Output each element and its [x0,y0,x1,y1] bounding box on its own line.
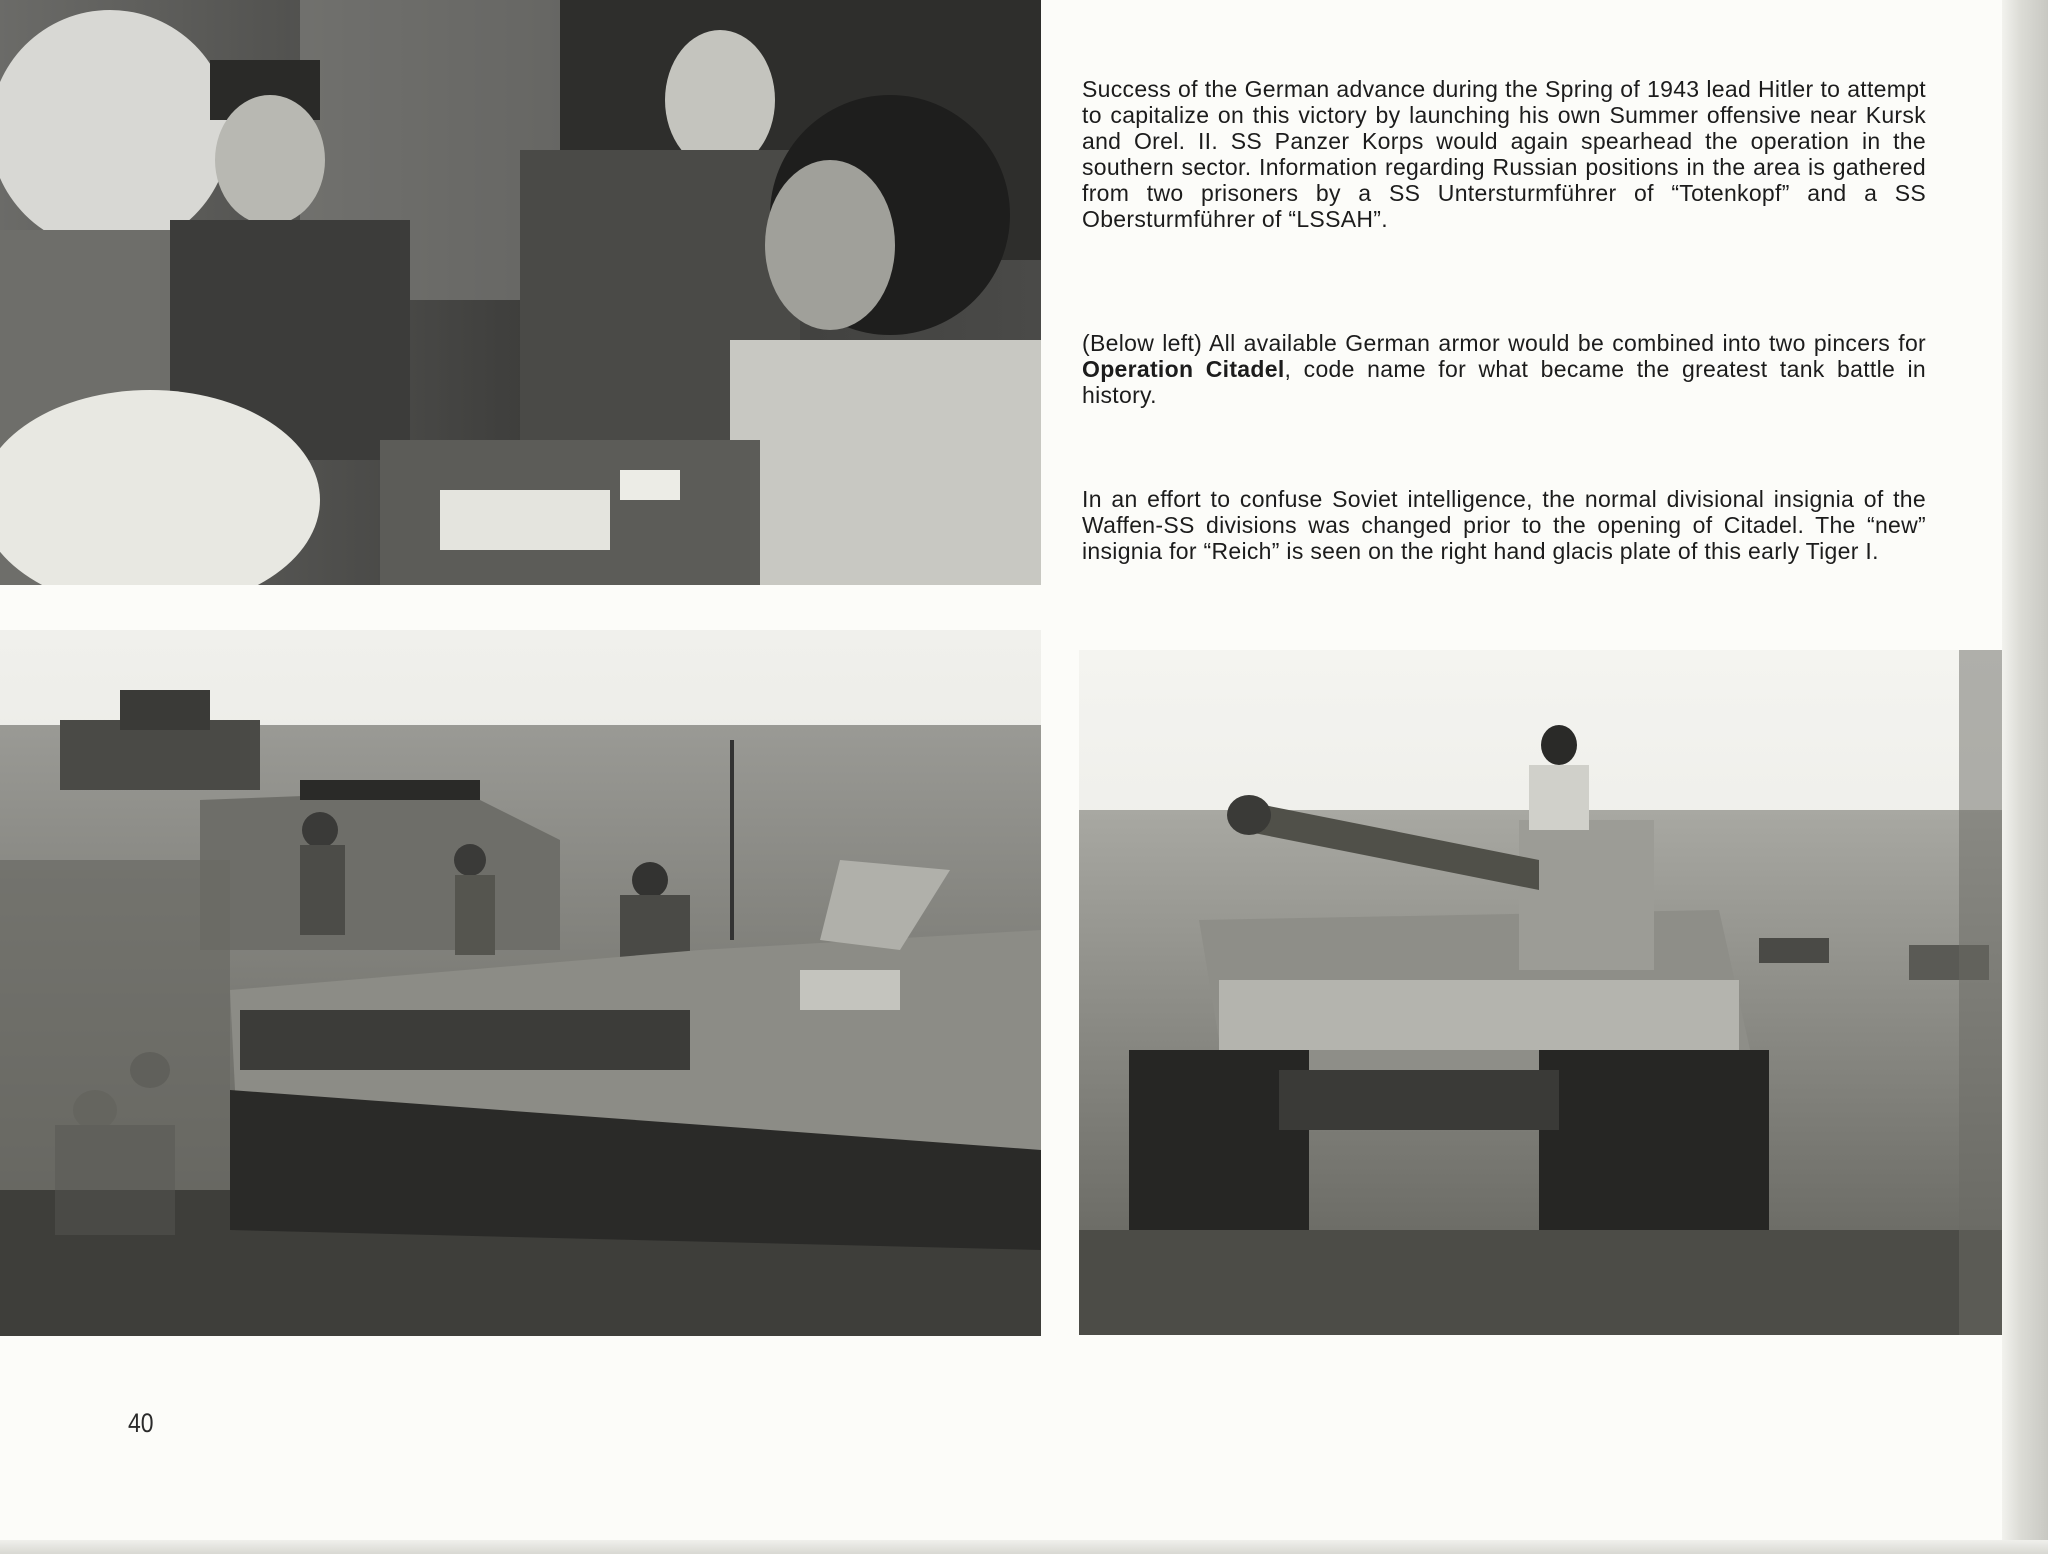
photo-halftracks-advance [0,630,1041,1336]
caption-operation-citadel-bold: Operation Citadel [1082,356,1285,382]
photo-tiger-image [1079,650,2005,1335]
caption-operation-citadel-rest: , code name for what became the greatest tank battle in history. [1082,356,1926,408]
photo-officers-image [0,0,1041,585]
page-bottom-edge [0,1540,2048,1554]
page-number: 40 [128,1408,154,1438]
page-edge-shadow [2002,0,2048,1554]
caption-insignia-tiger: In an effort to confuse Soviet intelligence, the normal divisional insignia of the Waffen-SS divisions was changed prior to the opening of Citadel. The “new” insignia for “Reich” is seen on the right hand glacis plate of this early Tiger I. [1082,486,1926,564]
caption-operation-citadel [1082,330,1926,408]
photo-officers-interrogation [0,0,1041,585]
caption-kursk-offensive: Success of the German advance during the Spring of 1943 lead Hitler to attempt to capitalize on this victory by launching his own Summer offensive near Kursk and Orel. II. SS Panzer Korps would again spearhead the operation in the southern sector. Information regarding Russian positions in the area is gathered from two prisoners by a SS Untersturmführer of “Totenkopf” and a SS Obersturmführer of “LSSAH”. [1082,76,1926,232]
caption-operation-citadel-intro: (Below left) All available German armor would be combined into two pincers for [1082,330,1926,356]
photo-tiger-tank [1079,650,2005,1335]
photo-halftracks-image [0,630,1041,1336]
